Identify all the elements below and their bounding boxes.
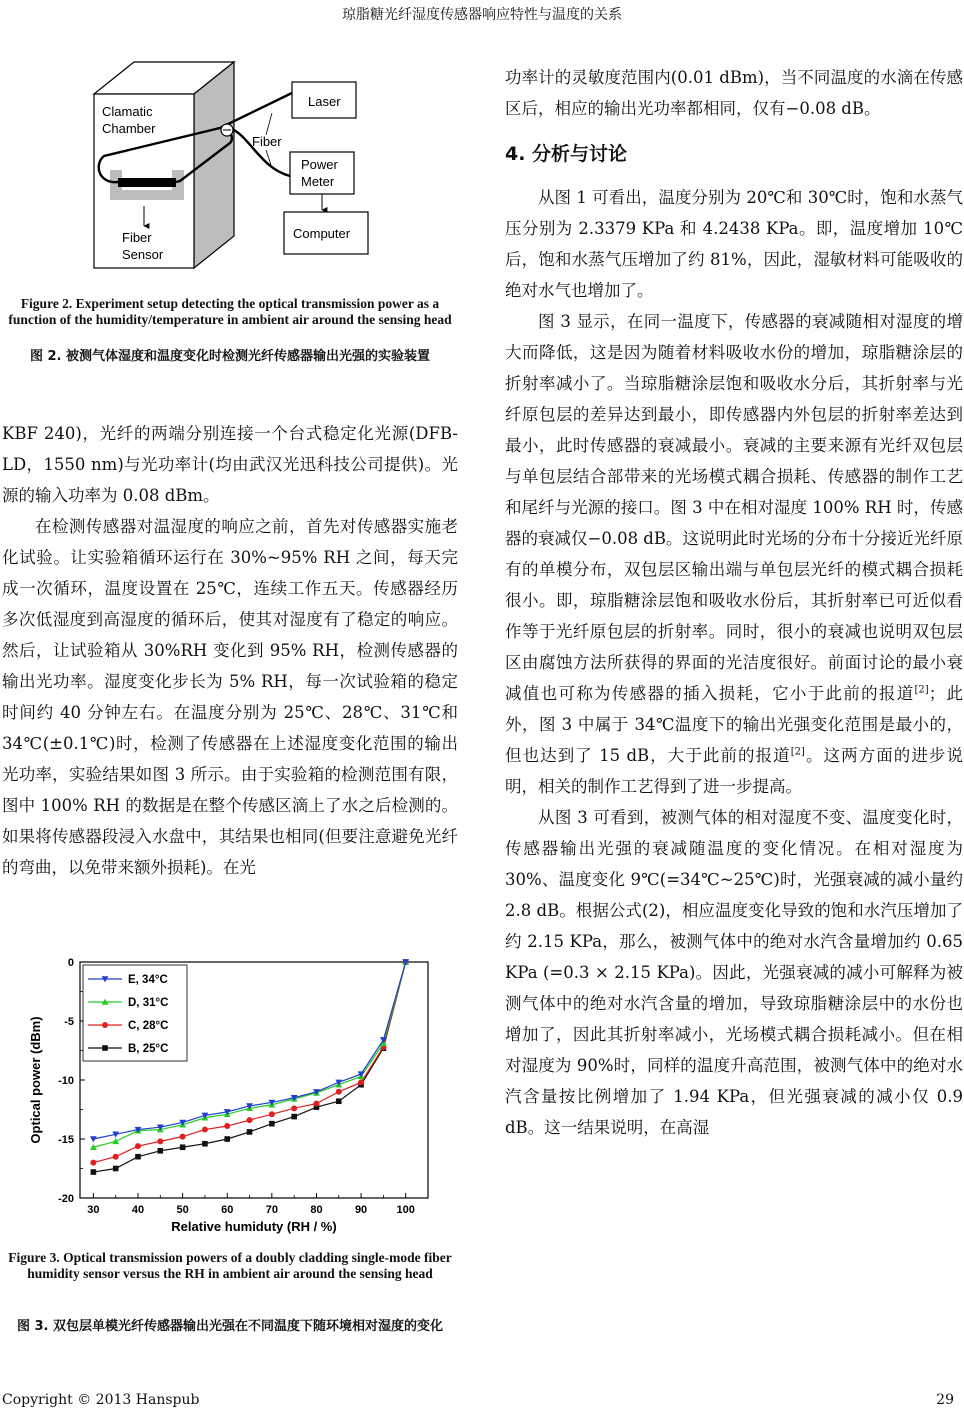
data-point: [135, 1143, 141, 1149]
right-column: [505, 62, 963, 1143]
data-point: [224, 1136, 230, 1142]
legend-label: B, 25°C: [128, 1043, 169, 1055]
right-paragraph-2: [505, 306, 963, 802]
x-tick-label: 70: [265, 1204, 278, 1216]
left-paragraph-2: 在检测传感器对温湿度的响应之前，首先对传感器实施老化试验。让实验箱循环运行在 30%~95% RH 之间，每天完成一次循环，温度设置在 25℃，连续工作五天。传感器经历多次低湿度到高湿度的循环后，使其对湿度有了稳定的响应。然后，让试验箱从 30%RH 变化到 95% RH，检测传感器的输出光功率。湿度变化步长为 5% RH，每一次试验箱的稳定时间约 40 分钟左右。在温度分别为 25℃、28℃、31℃和 34℃(±0.1℃)时，检测了传感器在上述湿度变化范围的输出光功率，实验结果如图 3 所示。由于实验箱的检测范围有限，图中 100% RH 的数据是在整个传感区滴上了水之后检测的。如果将传感器段浸入水盘中，其结果也相同(但要注意避免光纤的弯曲，以免带来额外损耗)。在光: [2, 517, 458, 877]
legend-label: D, 31°C: [128, 997, 169, 1009]
left-column: [2, 418, 458, 883]
data-point: [90, 1136, 97, 1142]
x-tick-label: 100: [396, 1204, 415, 1216]
data-point: [202, 1141, 208, 1147]
data-point: [180, 1134, 186, 1140]
x-axis-label: Relative humiduty (RH / %): [171, 1219, 337, 1234]
y-tick-label: 0: [67, 957, 74, 969]
legend-marker: [102, 1045, 108, 1051]
data-point: [336, 1098, 342, 1104]
legend-marker: [102, 1022, 108, 1028]
right-paragraph-1: 从图 1 可看出，温度分别为 20℃和 30℃时，饱和水蒸气压分别为 2.3379 KPa 和 4.2438 KPa。即，温度增加 10℃后，饱和水蒸气压增加了约 81%，因此，湿敏材料可能吸收的绝对水气也增加了。: [505, 188, 963, 300]
fiber-label: Fiber: [252, 134, 282, 149]
y-tick-label: -15: [58, 1134, 74, 1146]
x-tick-label: 30: [87, 1204, 100, 1216]
data-point: [202, 1127, 208, 1133]
data-point: [157, 1138, 163, 1144]
right-paragraph-3: 从图 3 可看到，被测气体的相对湿度不变、温度变化时，传感器输出光强的衰减随温度的变化情况。在相对湿度为 30%、温度变化 9℃(=34℃~25℃)时，光强衰减的减小量约 2.8 dB。根据公式(2)，相应温度变化导致的饱和水汽压增加了约 2.15 KPa，那么，被测气体中的绝对水汽含量增加约 0.65 KPa (=0.3 × 2.15 KPa)。因此，光强衰减的减小可解释为被测气体中的绝对水汽含量的增加，导致琼脂糖涂层中的水份也增加了，因此其折射率减小，光场模式耦合损耗减小。但在相对湿度为 90%时，同样的温度升高范围，被测气体中的绝对水汽含量按比例增加了 1.94 KPa，但光强衰减的减小仅 0.9 dB。这一结果说明，在高湿: [505, 808, 963, 1137]
data-point: [180, 1144, 186, 1150]
power-meter-label-line1: Power: [301, 157, 338, 172]
figure2-caption-en: Figure 2. Experiment setup detecting the optical transmission power as a function of the humidity/temperature in ambient air around the sensing head: [8, 296, 452, 327]
legend-label: E, 34°C: [128, 974, 168, 986]
data-point: [291, 1114, 297, 1120]
legend-label: C, 28°C: [128, 1020, 169, 1032]
footer-copyright: Copyright © 2013 Hanspub: [2, 1392, 200, 1408]
data-point: [90, 1160, 96, 1166]
right-paragraph-2a: 图 3 显示，在同一温度下，传感器的衰减随相对湿度的增大而降低，这是因为随着材料吸收水份的增加，琼脂糖涂层的折射率减小了。当琼脂糖涂层饱和吸收水分后，其折射率与光纤原包层的差异达到最小，即传感器内外包层的折射率差达到最小，此时传感器的衰减最小。衰减的主要来源有光纤双包层与单包层结合部带来的光场模式耦合损耗、传感器的制作工艺和尾纤与光源的接口。图 3 中在相对湿度 100% RH 时，传感器的衰减仅−0.08 dB。这说明此时光场的分布十分接近光纤原有的单模分布，双包层区输出端与单包层光纤的模式耦合损耗很小。即，琼脂糖涂层饱和吸收水份后，其折射率已可近似看作等于光纤原包层的折射率。同时，很小的衰减也说明双包层区由腐蚀方法所获得的界面的光洁度很好。前面讨论的最小衰减值也可称为传感器的插入损耗，它小于此前的报道: [505, 312, 963, 703]
computer-label: Computer: [293, 226, 351, 241]
y-tick-label: -20: [58, 1193, 74, 1205]
figure2-setup-diagram: [80, 58, 380, 276]
figure2-caption-zh: 图 2. 被测气体湿度和温度变化时检测光纤传感器输出光强的实验装置: [29, 349, 431, 364]
data-point: [247, 1129, 253, 1135]
power-meter-label-line2: Meter: [301, 174, 335, 189]
data-point: [135, 1154, 141, 1160]
right-paragraph-0: 功率计的灵敏度范围内(0.01 dBm)，当不同温度的水滴在传感区后，相应的输出光功率都相同，仅有−0.08 dB。: [505, 68, 963, 118]
chamber-label-line1: Clamatic: [102, 104, 153, 119]
figure3-caption-zh: 图 3. 双包层单模光纤传感器输出光强在不同温度下随环境相对湿度的变化: [16, 1319, 444, 1334]
figure3-chart: [20, 950, 440, 1242]
y-axis-label: Optical power (dBm): [28, 1016, 43, 1144]
data-point: [269, 1121, 275, 1127]
data-point: [247, 1117, 253, 1123]
laser-label: Laser: [308, 94, 341, 109]
data-point: [358, 1079, 364, 1085]
right-paragraph-2b: ；此外，图 3 中属于 34℃温度下的输出光强变化范围是最小的，但也达到了 15 dB，大于此前的报道: [505, 684, 964, 765]
x-tick-label: 80: [310, 1204, 323, 1216]
data-point: [269, 1111, 275, 1117]
chamber-label-line2: Chamber: [102, 121, 156, 136]
data-point: [335, 1080, 342, 1086]
data-point: [113, 1166, 119, 1172]
data-point: [91, 1169, 97, 1175]
y-tick-label: -5: [64, 1016, 74, 1028]
data-point: [158, 1148, 164, 1154]
section-heading-4: 4. 分析与讨论: [505, 143, 628, 165]
sensor-label-line1: Fiber: [122, 230, 152, 245]
data-point: [313, 1101, 319, 1107]
right-paragraph-2c: 。这两方面的进步说明，相关的制作工艺得到了进一步提高。: [505, 746, 963, 796]
data-point: [336, 1089, 342, 1095]
x-tick-label: 40: [131, 1204, 145, 1216]
y-tick-label: -10: [58, 1075, 74, 1087]
data-point: [113, 1154, 119, 1160]
left-paragraph-1: KBF 240)，光纤的两端分别连接一个台式稳定化光源(DFB-LD，1550 nm)与光功率计(均由武汉光迅科技公司提供)。光源的输入功率为 0.08 dBm。: [2, 424, 458, 505]
footer-page-number: 29: [936, 1392, 954, 1408]
citation-ref-1[interactable]: [2]: [914, 684, 929, 696]
x-tick-label: 90: [354, 1204, 368, 1216]
sensor-label-line2: Sensor: [122, 247, 164, 262]
data-point: [112, 1138, 119, 1144]
running-head: 琼脂糖光纤湿度传感器响应特性与温度的关系: [342, 7, 622, 23]
fiber-sensor-element: [118, 178, 176, 187]
figure3-caption-en: Figure 3. Optical transmission powers of a doubly cladding single-mode fiber humidity sensor versus the RH in ambient air around the sensing head: [8, 1250, 452, 1281]
data-point: [291, 1105, 297, 1111]
data-point: [224, 1123, 230, 1129]
citation-ref-2[interactable]: [2]: [790, 746, 805, 758]
x-tick-label: 50: [176, 1204, 189, 1216]
x-tick-label: 60: [221, 1204, 234, 1216]
